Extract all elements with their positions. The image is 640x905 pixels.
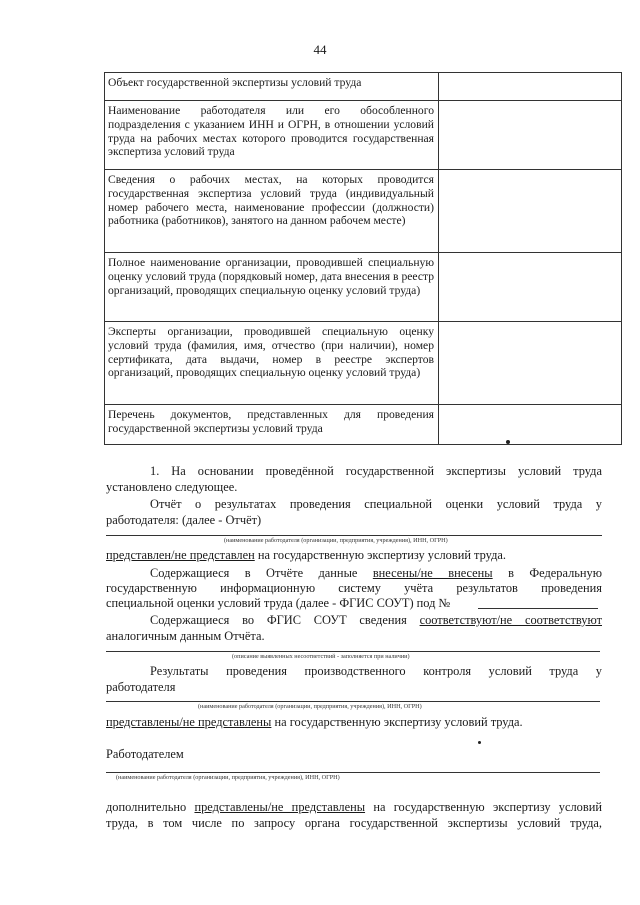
expertise-object-table bbox=[104, 72, 622, 445]
table-row bbox=[105, 405, 622, 445]
paragraph-line: работодателя: (далее - Отчёт) bbox=[106, 513, 262, 527]
match-option[interactable]: соответствуют/не соответствуют bbox=[419, 613, 602, 627]
row-label: Перечень документов, представленных для проведения государственной экспертизы условий труда bbox=[105, 405, 439, 445]
row-value-field[interactable] bbox=[439, 253, 622, 322]
paragraph-text: в Федеральную bbox=[492, 566, 603, 580]
table-row bbox=[105, 253, 622, 322]
paragraph-text: дополнительно bbox=[106, 800, 195, 814]
paragraph-line: Результаты проведения производственного контроля условий труда у bbox=[150, 664, 602, 678]
submitted-option[interactable]: представлен/не представлен bbox=[106, 548, 255, 562]
row-value-field[interactable] bbox=[439, 405, 622, 445]
paragraph-line: установлено следующее. bbox=[106, 480, 238, 494]
paragraph-text: на государственную экспертизу условий труда. bbox=[271, 715, 523, 729]
ink-dot bbox=[506, 440, 510, 444]
page-number: 44 bbox=[313, 42, 327, 57]
employer-name-field[interactable] bbox=[106, 535, 602, 536]
ink-dot bbox=[478, 741, 481, 744]
paragraph-line: аналогичным данным Отчёта. bbox=[106, 629, 265, 643]
employer-label: Работодателем bbox=[106, 747, 184, 761]
table-row bbox=[105, 170, 622, 253]
row-label: Наименование работодателя или его обособленного подразделения с указанием ИНН и ОГРН, в отношении условий труда на рабочих местах которого проводится государственная экспертиза условий труда bbox=[105, 101, 439, 170]
row-value-field[interactable] bbox=[439, 170, 622, 253]
submitted-plural-option[interactable]: представлены/не представлены bbox=[106, 715, 272, 729]
field-caption: (наименование работодателя (организации, предприятия, учреждения), ИНН, ОГРН) bbox=[116, 774, 340, 781]
paragraph-line: работодателя bbox=[106, 680, 176, 694]
paragraph-text: Содержащиеся в Отчёте данные bbox=[150, 566, 373, 580]
paragraph-line: 1. На основании проведённой государственной экспертизы условий труда bbox=[150, 464, 602, 478]
fgis-number-field[interactable] bbox=[478, 608, 598, 609]
row-value-field[interactable] bbox=[439, 322, 622, 405]
paragraph-text: на государственную экспертизу условий bbox=[365, 800, 602, 814]
table-row bbox=[105, 101, 622, 170]
row-value-field[interactable] bbox=[439, 73, 622, 101]
row-label: Объект государственной экспертизы условий труда bbox=[105, 73, 439, 101]
table-row bbox=[105, 73, 622, 101]
paragraph-line bbox=[106, 715, 602, 730]
row-value-field[interactable] bbox=[439, 101, 622, 170]
employer-name-field-3[interactable] bbox=[106, 772, 600, 773]
field-caption: (наименование работодателя (организации, предприятия, учреждения), ИНН, ОГРН) bbox=[224, 537, 448, 544]
paragraph-line bbox=[106, 566, 602, 581]
field-caption: (наименование работодателя (организации, предприятия, учреждения), ИНН, ОГРН) bbox=[198, 703, 422, 710]
employer-name-field-2[interactable] bbox=[106, 701, 600, 702]
paragraph-text: на государственную экспертизу условий труда. bbox=[254, 548, 506, 562]
paragraph-text: Содержащиеся во ФГИС СОУТ сведения bbox=[150, 613, 420, 627]
additional-submitted-option[interactable]: представлены/не представлены bbox=[194, 800, 366, 814]
paragraph-line: специальной оценки условий труда (далее - ФГИС СОУТ) под № bbox=[106, 596, 451, 610]
row-label: Сведения о рабочих местах, на которых проводится государственная экспертиза условий труда (индивидуальный номер рабочего места, наименование профессии (должности) работника (работников), занятого на данном рабочем месте) bbox=[105, 170, 439, 253]
entered-option[interactable]: внесены/не внесены bbox=[372, 566, 493, 580]
paragraph-line: Отчёт о результатах проведения специальной оценки условий труда у bbox=[150, 497, 602, 511]
paragraph-line: труда, в том числе по запросу органа государственной экспертизы условий труда, bbox=[106, 816, 602, 830]
discrepancies-field[interactable] bbox=[106, 651, 600, 652]
row-label: Эксперты организации, проводившей специальную оценку условий труда (фамилия, имя, отчество (при наличии), номер сертификата, дата выдачи, номер в реестре экспертов организаций, проводящих специальную оценку условий труда) bbox=[105, 322, 439, 405]
field-caption: (описание выявленных несоответствий - заполняется при наличии) bbox=[232, 653, 410, 660]
table-row bbox=[105, 322, 622, 405]
paragraph-line bbox=[106, 548, 602, 563]
paragraph-line bbox=[106, 613, 602, 628]
row-label: Полное наименование организации, проводившей специальную оценку условий труда (порядковый номер, дата внесения в реестр организаций, проводящих специальную оценку условий труда) bbox=[105, 253, 439, 322]
paragraph-line bbox=[106, 800, 602, 815]
paragraph-line: государственную информационную систему учёта результатов проведения bbox=[106, 581, 602, 595]
